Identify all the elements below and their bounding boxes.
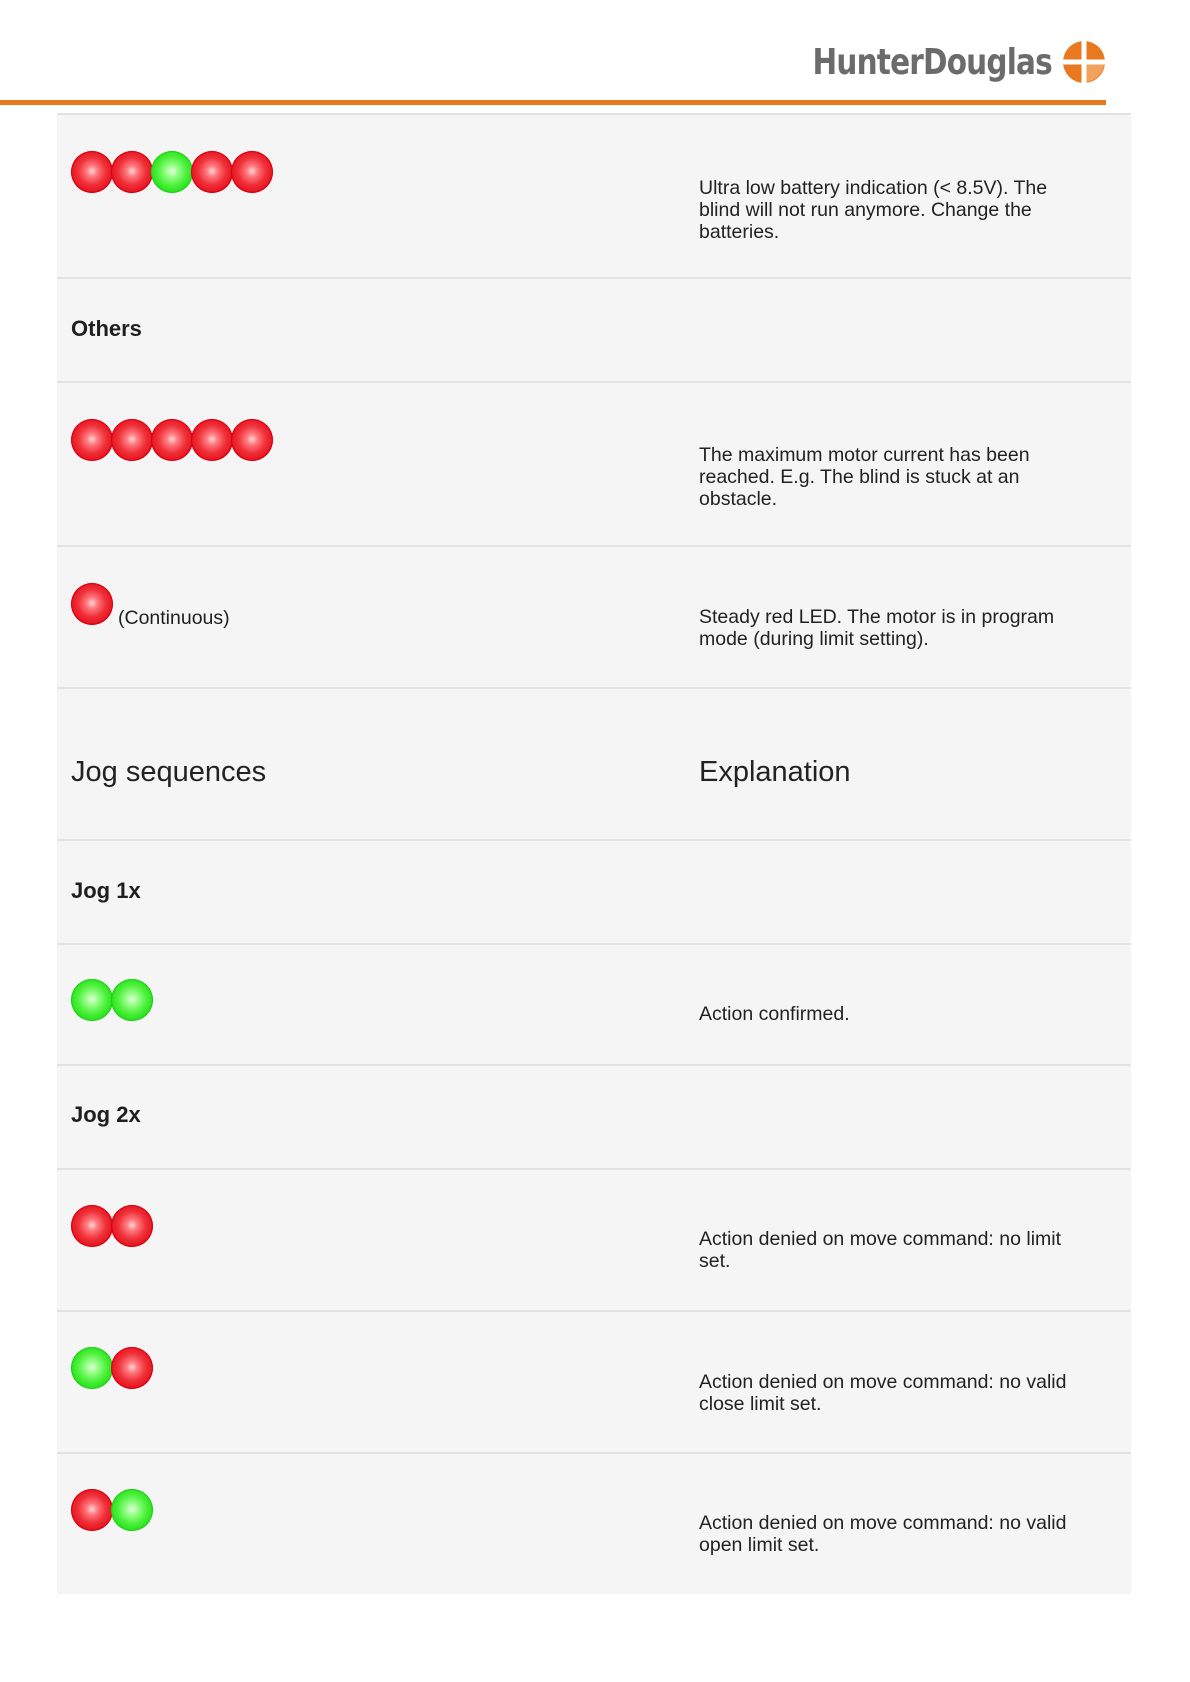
- table-row-no-close-limit: [57, 1310, 1131, 1452]
- red-led-icon: [71, 151, 113, 193]
- red-led-icon: [71, 419, 113, 461]
- red-led-icon: [191, 419, 233, 461]
- red-led-icon: [111, 1205, 153, 1247]
- explanation-text: Steady red LED. The motor is in program mode (during limit setting).: [699, 606, 1055, 650]
- red-led-icon: [151, 419, 193, 461]
- led-sequence: [71, 583, 111, 625]
- led-suffix-label: (Continuous): [118, 607, 230, 629]
- hunterdouglas-logo-mark-icon: [1062, 40, 1106, 84]
- led-sequence: [71, 151, 271, 193]
- section-title: Jog 2x: [71, 1102, 141, 1127]
- explanation-text: Action denied on move command: no valid open limit set.: [699, 1512, 1067, 1556]
- column-header-explanation: Explanation: [699, 756, 851, 788]
- green-led-icon: [111, 1489, 153, 1531]
- page-header: [0, 0, 1190, 106]
- table-row-continuous: [57, 545, 1131, 687]
- column-header-jog-sequences: Jog sequences: [71, 756, 267, 788]
- explanation-text: Action denied on move command: no valid close limit set.: [699, 1371, 1067, 1415]
- table-row-action-confirmed: [57, 943, 1131, 1064]
- table-header-row: [57, 687, 1131, 839]
- green-led-icon: [71, 1347, 113, 1389]
- led-sequence: [71, 419, 271, 461]
- green-led-icon: [151, 151, 193, 193]
- red-led-icon: [231, 419, 273, 461]
- brand-logo: [760, 40, 1106, 84]
- section-row-jog-2x: [57, 1064, 1131, 1168]
- section-title: Jog 1x: [71, 878, 141, 903]
- green-led-icon: [71, 979, 113, 1021]
- led-sequence: [71, 1205, 151, 1247]
- led-sequence: [71, 1489, 151, 1531]
- explanation-text: Action confirmed.: [699, 1003, 850, 1025]
- red-led-icon: [111, 151, 153, 193]
- led-indication-table: [57, 113, 1131, 1594]
- table-row-no-limit: [57, 1168, 1131, 1310]
- red-led-icon: [231, 151, 273, 193]
- led-sequence: [71, 979, 151, 1021]
- section-row-others: [57, 277, 1131, 381]
- table-row-no-open-limit: [57, 1452, 1131, 1594]
- explanation-text: The maximum motor current has been reached. E.g. The blind is stuck at an obstacle.: [699, 444, 1030, 510]
- red-led-icon: [111, 419, 153, 461]
- explanation-text: Ultra low battery indication (< 8.5V). The blind will not run anymore. Change the batteries.: [699, 177, 1048, 243]
- section-title: Others: [71, 316, 142, 341]
- red-led-icon: [191, 151, 233, 193]
- red-led-icon: [71, 1205, 113, 1247]
- green-led-icon: [111, 979, 153, 1021]
- red-led-icon: [71, 1489, 113, 1531]
- section-row-jog-1x: [57, 839, 1131, 943]
- led-sequence: [71, 1347, 151, 1389]
- table-row-max-current: [57, 381, 1131, 545]
- header-rule: [0, 100, 1106, 105]
- red-led-icon: [111, 1347, 153, 1389]
- table-row-ultra-low-battery: [57, 113, 1131, 277]
- explanation-text: Action denied on move command: no limit set.: [699, 1228, 1062, 1272]
- red-led-icon: [71, 583, 113, 625]
- brand-wordmark: HunterDouglas: [812, 41, 1052, 83]
